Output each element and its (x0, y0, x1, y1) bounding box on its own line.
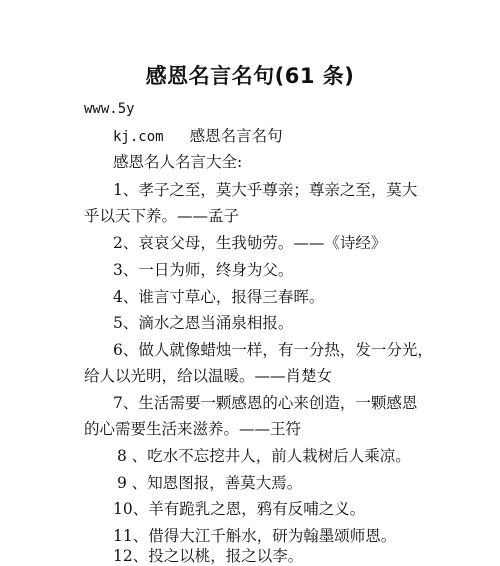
quote-line-continued: 的心需要生活来滋养。——王符 (84, 420, 302, 438)
quote-line: 10、羊有跪乳之恩，鸦有反哺之义。 (113, 500, 366, 518)
quote-line: 5、滴水之恩当涌泉相报。 (113, 314, 294, 332)
quote-line: 8 、吃水不忘挖井人，前人栽树后人乘凉。 (117, 447, 411, 465)
section-heading: 感恩名人名言大全: (113, 153, 243, 171)
quote-line: 11、借得大江千斛水，研为翰墨颂师恩。 (113, 527, 397, 545)
source-line (113, 126, 283, 147)
quote-line: 4、谁言寸草心，报得三春晖。 (113, 288, 325, 306)
quote-line: 3、一日为师，终身为父。 (113, 261, 294, 279)
source-url-part2: kj.com (113, 129, 164, 145)
quote-line: 1、孝子之至，莫大乎尊亲；尊亲之至，莫大 (113, 181, 418, 199)
quote-line: 9 、知恩图报，善莫大焉。 (117, 474, 303, 492)
quote-line: 6、做人就像蜡烛一样，有一分热，发一分光， (113, 341, 433, 359)
source-url-part1: www.5y (84, 101, 135, 117)
quote-line: 7、生活需要一颗感恩的心来创造，一颗感恩 (113, 394, 418, 412)
quote-line: 2、哀哀父母，生我劬劳。——《诗经》 (113, 234, 387, 252)
document-title: 感恩名言名句(61 条) (145, 64, 355, 88)
source-heading: 感恩名言名句 (189, 127, 283, 145)
quote-line: 12、投之以桃，报之以李。 (113, 547, 304, 565)
quote-line-continued: 乎以天下养。——孟子 (84, 207, 240, 225)
quote-line-continued: 给人以光明，给以温暖。——肖楚女 (84, 367, 333, 385)
